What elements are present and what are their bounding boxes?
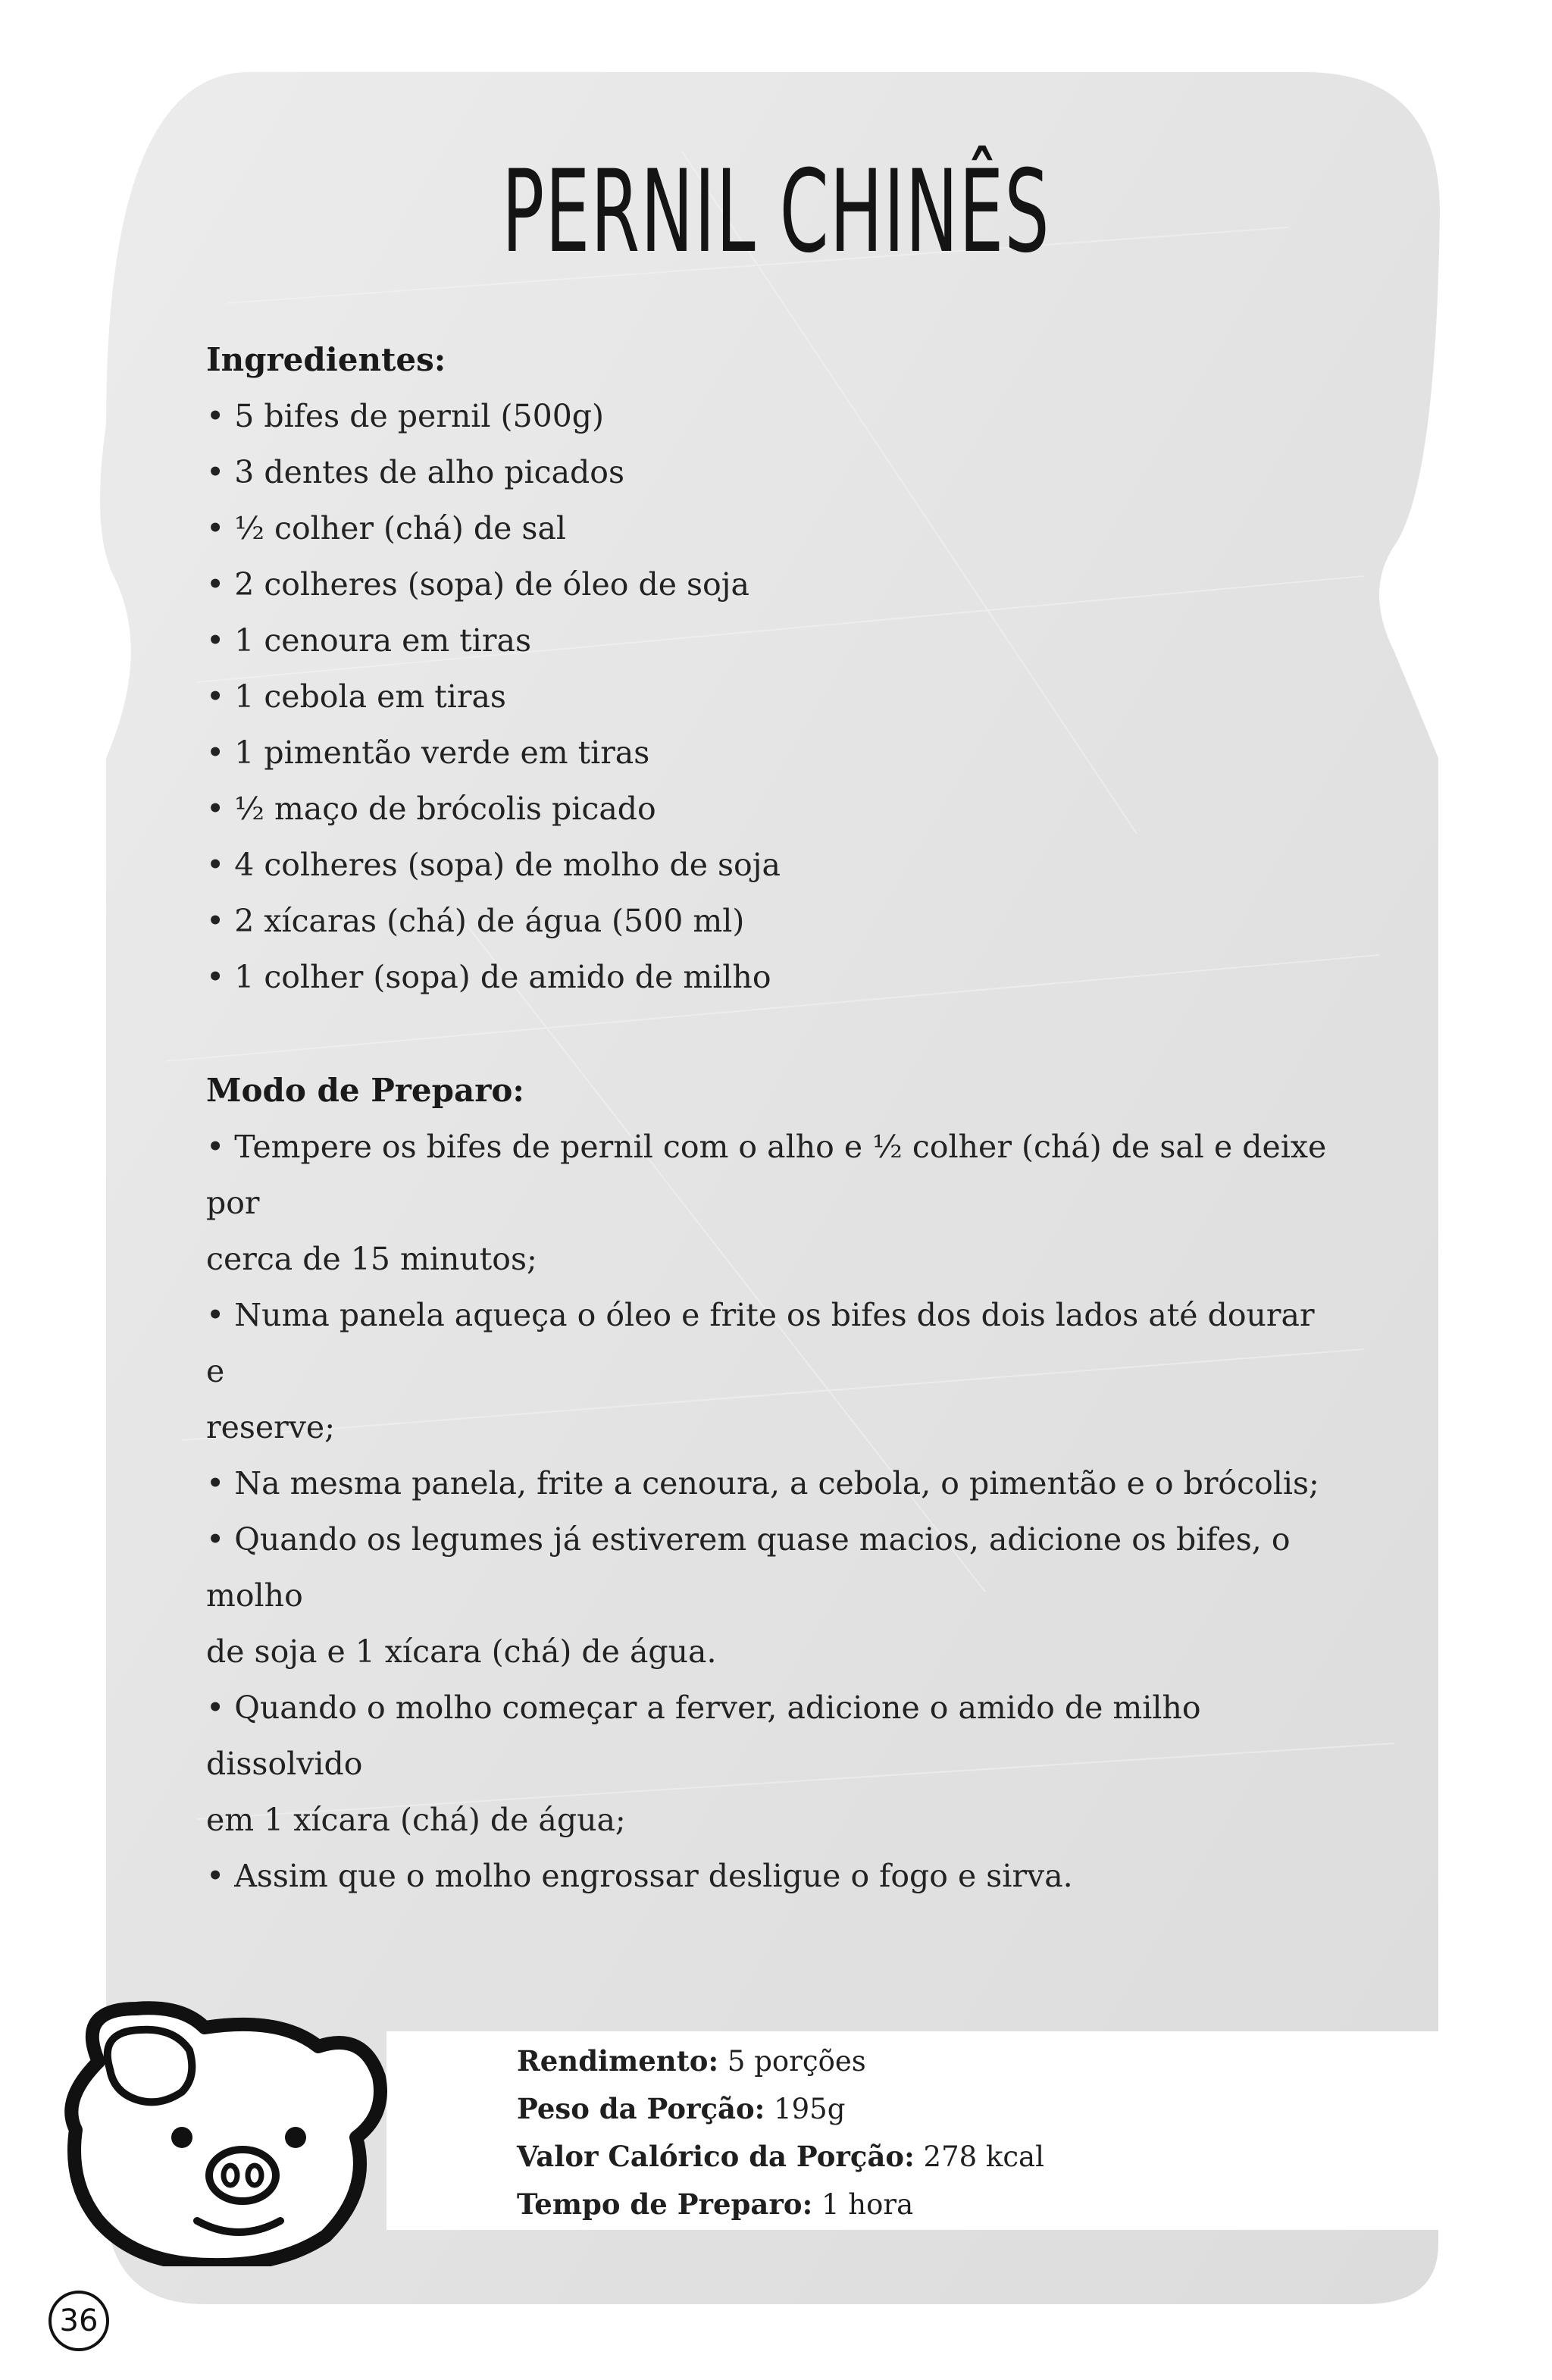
preparation-line: de soja e 1 xícara (chá) de água. [206, 1633, 717, 1670]
preparation-line: • Numa panela aqueça o óleo e frite os bifes dos dois lados até dourar e [206, 1297, 1315, 1389]
calories-row [517, 2133, 1044, 2181]
preparation-line: • Quando o molho começar a ferver, adicione o amido de milho dissolvido [206, 1689, 1201, 1782]
ingredient-item: • 2 xícaras (chá) de água (500 ml) [206, 893, 1328, 949]
prep-time-row [517, 2181, 1044, 2228]
ingredient-item: • 1 cebola em tiras [206, 669, 1328, 725]
ingredient-item: • ½ colher (chá) de sal [206, 500, 1328, 556]
ingredient-item: • ½ maço de brócolis picado [206, 781, 1328, 837]
ingredient-item: • 1 pimentão verde em tiras [206, 725, 1328, 781]
page-number: 36 [48, 2291, 109, 2351]
preparation-line: em 1 xícara (chá) de água; [206, 1802, 626, 1838]
prep-time-value: 1 hora [821, 2188, 914, 2221]
section-gap [206, 1005, 1328, 1063]
ingredient-item: • 2 colheres (sopa) de óleo de soja [206, 556, 1328, 612]
ingredient-item: • 3 dentes de alho picados [206, 444, 1328, 500]
yield-value: 5 porções [727, 2045, 866, 2078]
ingredient-item: • 4 colheres (sopa) de molho de soja [206, 837, 1328, 893]
recipe-info [517, 2037, 1044, 2228]
ingredient-item: • 5 bifes de pernil (500g) [206, 388, 1328, 444]
calories-value: 278 kcal [923, 2140, 1044, 2173]
ingredients-heading: Ingredientes: [206, 341, 446, 378]
portion-weight-row [517, 2085, 1044, 2133]
yield-row [517, 2037, 1044, 2085]
calories-label: Valor Calórico da Porção: [517, 2140, 915, 2173]
recipe-title: PERNIL CHINÊS [502, 146, 1050, 278]
preparation-heading: Modo de Preparo: [206, 1072, 524, 1109]
preparation-line: • Quando os legumes já estiverem quase macios, adicione os bifes, o molho [206, 1521, 1291, 1614]
preparation-line: reserve; [206, 1409, 336, 1445]
pig-face-icon [53, 1993, 402, 2266]
ingredient-item: • 1 cenoura em tiras [206, 612, 1328, 669]
ingredients-list [206, 388, 1328, 1005]
recipe-content [206, 332, 1328, 1904]
preparation-line: • Assim que o molho engrossar desligue o fogo e sirva. [206, 1858, 1073, 1894]
ingredient-item: • 1 colher (sopa) de amido de milho [206, 949, 1328, 1005]
portion-weight-label: Peso da Porção: [517, 2092, 765, 2125]
preparation-line: cerca de 15 minutos; [206, 1241, 537, 1277]
preparation-line: • Tempere os bifes de pernil com o alho e ½ colher (chá) de sal e deixe por [206, 1129, 1327, 1221]
preparation-steps [206, 1119, 1328, 1904]
preparation-line: • Na mesma panela, frite a cenoura, a cebola, o pimentão e o brócolis; [206, 1465, 1319, 1502]
prep-time-label: Tempo de Preparo: [517, 2187, 813, 2221]
portion-weight-value: 195g [774, 2093, 846, 2125]
yield-label: Rendimento: [517, 2044, 719, 2078]
